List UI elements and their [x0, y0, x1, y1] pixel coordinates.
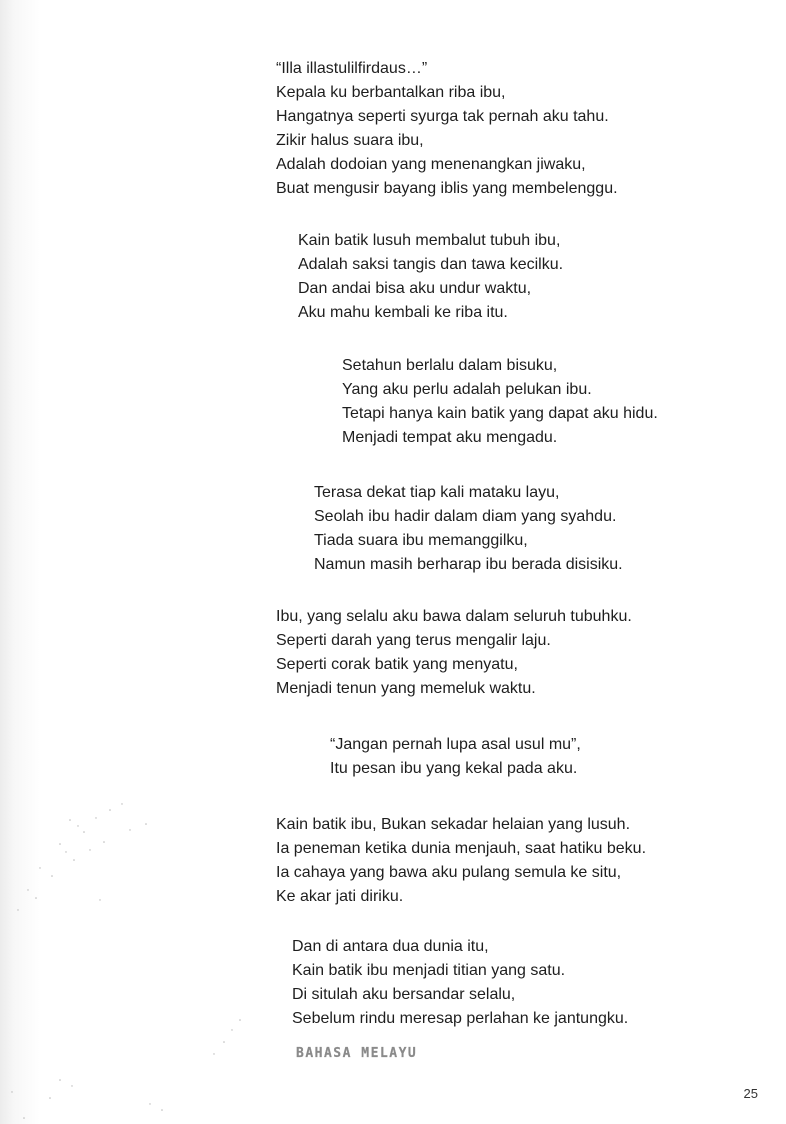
poem-line: Ia peneman ketika dunia menjauh, saat hatiku beku.	[276, 840, 647, 857]
poem-line: Ia cahaya yang bawa aku pulang semula ke situ,	[276, 864, 622, 881]
poem-line: Seperti darah yang terus mengalir laju.	[276, 632, 551, 649]
stanza-1	[276, 57, 618, 201]
page-number: 25	[743, 1086, 758, 1101]
poem-line: Zikir halus suara ibu,	[276, 132, 424, 149]
poem-line: “Illa illastulilfirdaus…”	[276, 60, 428, 77]
poem-line: Adalah saksi tangis dan tawa kecilku.	[298, 256, 564, 273]
poem-line: Di situlah aku bersandar selalu,	[292, 986, 516, 1003]
poem-line: Kain batik ibu menjadi titian yang satu.	[292, 962, 566, 979]
poem-line: Seolah ibu hadir dalam diam yang syahdu.	[314, 508, 617, 525]
stanza-6	[330, 733, 581, 781]
stanza-5	[276, 605, 632, 701]
stanza-2	[298, 229, 563, 325]
stanza-3	[342, 354, 658, 450]
poem-line: Sebelum rindu meresap perlahan ke jantungku.	[292, 1010, 629, 1027]
poem-line: Kain batik lusuh membalut tubuh ibu,	[298, 232, 561, 249]
poem-line: Kain batik ibu, Bukan sekadar helaian yang lusuh.	[276, 816, 631, 833]
poem-line: Terasa dekat tiap kali mataku layu,	[314, 484, 560, 501]
poem-line: Menjadi tenun yang memeluk waktu.	[276, 680, 536, 697]
poem-line: Namun masih berharap ibu berada disisiku.	[314, 556, 623, 573]
poem-line: Hangatnya seperti syurga tak pernah aku tahu.	[276, 108, 609, 125]
poem-line: Yang aku perlu adalah pelukan ibu.	[342, 381, 592, 398]
poem-line: Ibu, yang selalu aku bawa dalam seluruh tubuhku.	[276, 608, 632, 625]
poem-line: Seperti corak batik yang menyatu,	[276, 656, 518, 673]
poem-line: Setahun berlalu dalam bisuku,	[342, 357, 558, 374]
poem-line: “Jangan pernah lupa asal usul mu”,	[330, 736, 581, 753]
scanner-speckle-texture	[0, 780, 260, 1124]
poem-line: Aku mahu kembali ke riba itu.	[298, 304, 508, 321]
poem-line: Tetapi hanya kain batik yang dapat aku hidu.	[342, 405, 658, 422]
poem-line: Adalah dodoian yang menenangkan jiwaku,	[276, 156, 586, 173]
poem-line: Tiada suara ibu memanggilku,	[314, 532, 528, 549]
poem-line: Menjadi tempat aku mengadu.	[342, 429, 558, 446]
poem-line: Itu pesan ibu yang kekal pada aku.	[330, 760, 578, 777]
poem-line: Dan andai bisa aku undur waktu,	[298, 280, 532, 297]
stanza-4	[314, 481, 623, 577]
poem-line: Buat mengusir bayang iblis yang membelenggu.	[276, 180, 618, 197]
poem-line: Kepala ku berbantalkan riba ibu,	[276, 84, 506, 101]
language-label: BAHASA MELAYU	[296, 1046, 418, 1061]
stanza-8	[292, 935, 628, 1031]
poem-line: Ke akar jati diriku.	[276, 888, 404, 905]
stanza-7	[276, 813, 646, 909]
poem-line: Dan di antara dua dunia itu,	[292, 938, 489, 955]
